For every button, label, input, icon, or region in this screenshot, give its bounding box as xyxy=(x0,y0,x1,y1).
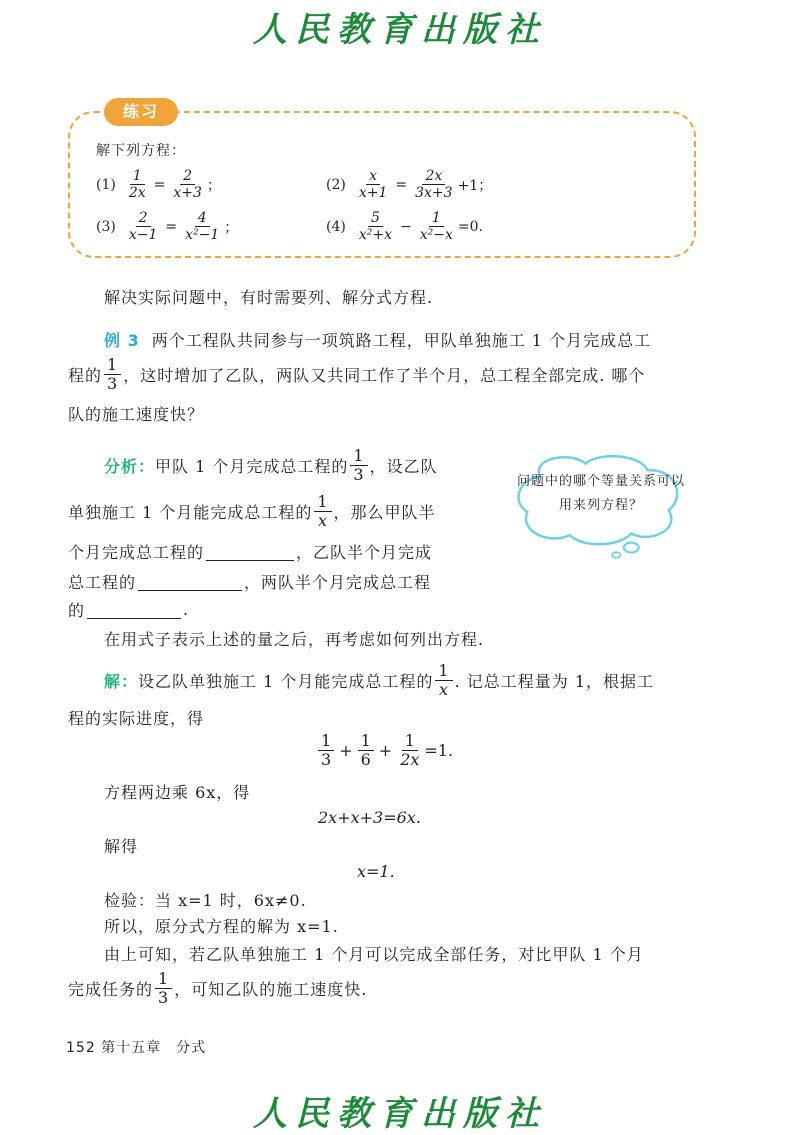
analysis-line-3: 个月完成总工程的 ，乙队半个月完成 xyxy=(68,543,433,562)
page-number-chapter: 152 第十五章 分式 xyxy=(66,1040,207,1056)
example-line-3: 队的施工速度快？ xyxy=(68,405,205,424)
example-label: 例 3 xyxy=(104,331,140,350)
analysis-after: 在用式子表示上述的量之后，再考虑如何列出方程. xyxy=(104,630,485,649)
analysis-label: 分析： xyxy=(104,457,156,477)
answer-blank-3 xyxy=(87,600,181,619)
solution-line-3: 方程两边乘 6x，得 xyxy=(104,783,251,802)
answer-blank-2 xyxy=(138,572,242,591)
publisher-logo-bottom: 人民教育出版社 xyxy=(253,1094,547,1134)
example-line-1: 例 3 两个工程队共同参与一项筑路工程，甲队单独施工 1 个月完成总工 xyxy=(104,328,651,351)
exercise-3: (3) $\frac{2}{x-1}$ = $\frac{4}{\text{x²−1}}$ ； xyxy=(96,210,239,244)
thought-cloud-text: 问题中的哪个等量关系可以用来列方程？ xyxy=(516,474,685,513)
example-line-2: 程的 $\frac{1}{3}$ ，这时增加了乙队，两队又共同工作了半个月，总工程全部完成. 哪个 xyxy=(68,355,646,394)
solution-label: 解： xyxy=(104,672,139,692)
equation-3: x=1. xyxy=(357,862,395,881)
exercise-4: (4) $\frac{5}{\text{x²+x}}$ − $\frac{1}{\text{x²−x}}$ =0. xyxy=(326,210,483,244)
analysis-line-2: 单独施工 1 个月能完成总工程的 $\frac{1}{x}$ ，那么甲队半 xyxy=(68,492,436,531)
publisher-logo-top: 人民教育出版社 xyxy=(253,10,547,50)
exercise-1: (1) $\frac{1}{2x}$ = $\frac{2}{x+3}$ ； xyxy=(96,168,221,202)
analysis-line-5: 的 . xyxy=(68,600,190,620)
analysis-line-4: 总工程的 ，两队半个月完成总工程 xyxy=(68,573,432,592)
solution-line-2: 程的实际进度，得 xyxy=(68,709,205,728)
equation-2: 2x+x+3=6x. xyxy=(318,808,421,827)
practice-tab: 练习 xyxy=(104,98,178,126)
solution-line-5: 检验：当 x=1 时，6x≠0. xyxy=(104,891,307,910)
solution-line-6: 所以，原分式方程的解为 x=1. xyxy=(104,917,339,936)
solution-line-4: 解得 xyxy=(104,837,139,856)
solution-line-8: 完成任务的 $\frac{1}{3}$ ，可知乙队的施工速度快. xyxy=(68,969,368,1008)
exercise-2: (2) $\frac{x}{x+1}$ = $\frac{2x}{3x+3}$ +1； xyxy=(326,168,493,202)
solution-line-1: 解： 设乙队单独施工 1 个月能完成总工程的 $\frac{1}{x}$ . 记总工程量为 1，根据工 xyxy=(104,661,655,700)
analysis-line-1: 分析： 甲队 1 个月完成总工程的 $\frac{1}{3}$ ，设乙队 xyxy=(104,446,438,485)
intro-text: 解决实际问题中，有时需要列、解分式方程. xyxy=(104,288,434,307)
solution-line-7: 由上可知，若乙队单独施工 1 个月可以完成全部任务，对比甲队 1 个月 xyxy=(104,945,644,964)
answer-blank-1 xyxy=(206,542,294,561)
equation-1: $\frac{1}{3}$ + $\frac{1}{6}$ + $\frac{1}{2x}$ =1. xyxy=(316,732,453,770)
practice-intro: 解下列方程： xyxy=(96,143,186,159)
